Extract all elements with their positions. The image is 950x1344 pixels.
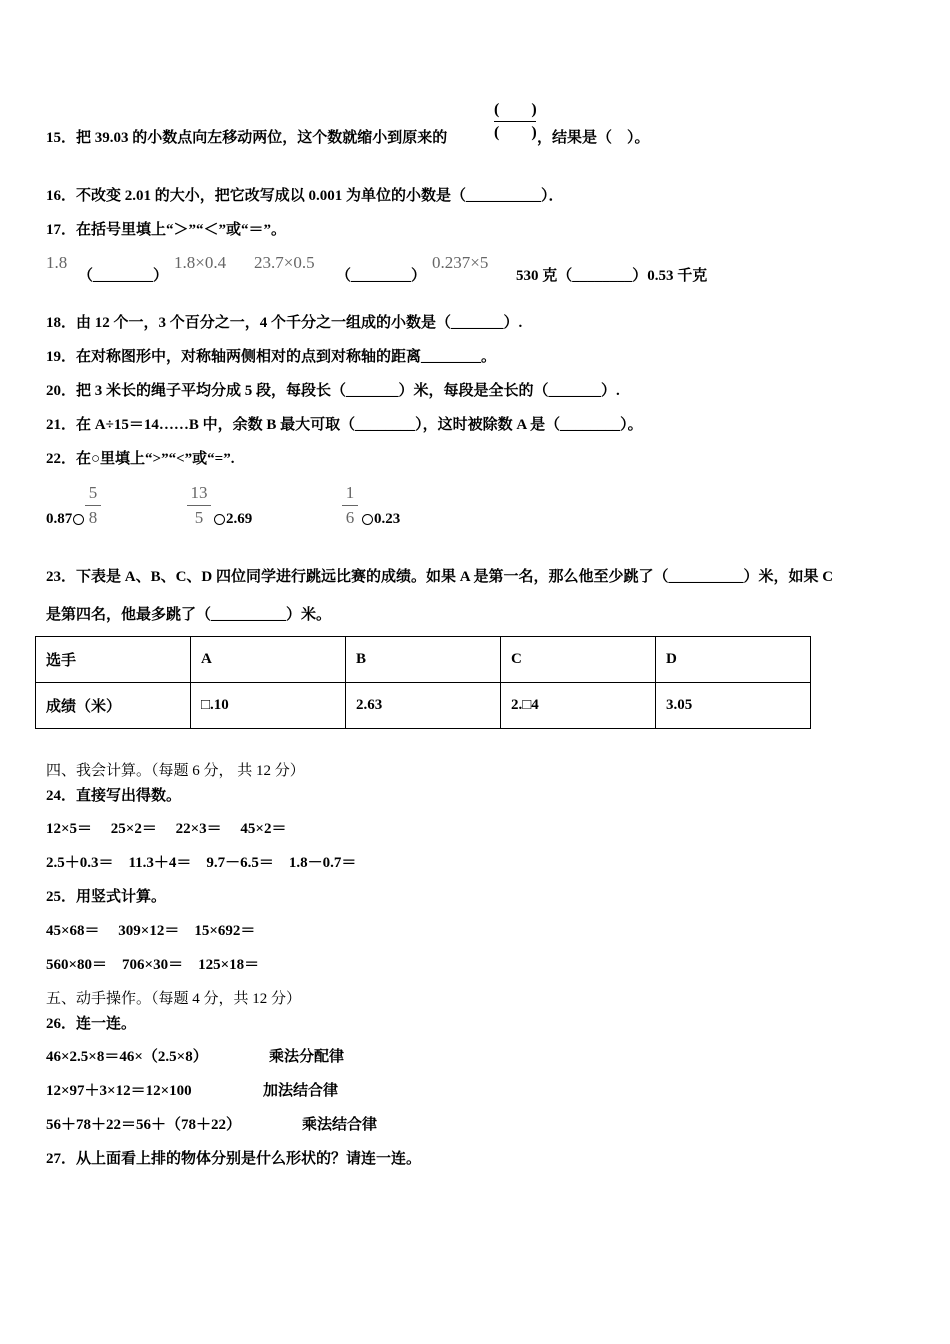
q18: 18．由 12 个一，3 个百分之一，4 个千分之一组成的小数是（_______）. [46,315,523,331]
q22-a [46,510,85,528]
q22-c-num: 1 [345,483,355,502]
q22-a-fraction [85,483,101,528]
q26-title: 26．连一连。 [46,1016,137,1032]
q22-c-den: 6 [345,508,355,527]
q25-row2: 560×80＝ 706×30＝ 125×18＝ [46,957,260,973]
q22-c [361,510,400,528]
q26-law-1[interactable]: 乘法分配律 [269,1049,345,1065]
q22-a-num: 5 [88,483,98,502]
q22-b-fraction [187,483,211,528]
q25-title: 25．用竖式计算。 [46,889,167,905]
q17-c: 530 克（________）0.53 千克 [516,268,708,284]
scores-table [35,636,811,729]
q26-expr-2[interactable]: 12×97＋3×12＝12×100 [46,1083,192,1099]
table-cell: 2.□4 [501,683,656,729]
q22-b-num: 13 [190,483,208,502]
compare-circle[interactable] [214,514,225,525]
q15-frac-num: ( ) [494,101,537,118]
table-header-cell: 选手 [36,637,191,683]
q26-expr-3[interactable]: 56＋78＋22＝56＋（78＋22） [46,1117,242,1133]
q27: 27．从上面看上排的物体分别是什么形状的？请连一连。 [46,1151,422,1167]
q24-row2: 2.5＋0.3＝ 11.3＋4＝ 9.7－6.5＝ 1.8－0.7＝ [46,855,357,871]
q17-b-right: 0.237×5 [432,253,489,272]
q15-fraction [494,101,536,142]
q19: 19．在对称图形中，对称轴两侧相对的点到对称轴的距离________。 [46,349,497,365]
section4-heading: 四、我会计算。（每题 6 分， 共 12 分） [46,763,305,779]
q15-text-after: ，结果是（ ）。 [537,130,650,146]
q17-a-right: 1.8×0.4 [174,253,227,272]
q24-title: 24．直接写出得数。 [46,788,182,804]
table-cell: 2.63 [346,683,501,729]
table-cell: 成绩（米） [36,683,191,729]
q22-a-den: 8 [88,508,98,527]
q25-row1: 45×68＝ 309×12＝ 15×692＝ [46,923,256,939]
q17-b-left: 23.7×0.5 [254,253,315,272]
table-cell: □.10 [191,683,346,729]
compare-circle[interactable] [362,514,373,525]
q20: 20．把 3 米长的绳子平均分成 5 段，每段长（_______）米，每段是全长的（_______）. [46,383,620,399]
q21: 21．在 A÷15＝14……B 中，余数 B 最大可取（________），这时被除数 A 是（________）。 [46,417,643,433]
q22-b-right: 2.69 [226,511,253,527]
q15-text: 15．把 39.03 的小数点向左移动两位，这个数就缩小到原来的 [46,130,448,146]
q23-line1: 23．下表是 A、B、C、D 四位同学进行跳远比赛的成绩。如果 A 是第一名，那么他至少跳了（__________）米，如果 C [46,569,834,585]
q15-frac-den: ( ) [494,124,537,141]
q22-c-fraction [342,483,358,528]
q17-title: 17．在括号里填上“＞”“＜”或“＝”。 [46,222,287,238]
table-header-cell: C [501,637,656,683]
table-row [36,683,811,729]
table-cell: 3.05 [656,683,811,729]
q26-law-3[interactable]: 乘法结合律 [302,1117,378,1133]
table-header-cell: D [656,637,811,683]
q22-b [213,510,252,528]
q17-a-left: 1.8 [46,253,68,272]
q26-expr-1[interactable]: 46×2.5×8＝46×（2.5×8） [46,1049,208,1065]
q17-b-blank[interactable]: （________） [336,268,427,284]
q22-a-left: 0.87 [46,511,73,527]
q23-line2: 是第四名，他最多跳了（__________）米。 [46,607,332,623]
q22-title: 22．在○里填上“>”“<”或“=”. [46,451,235,467]
compare-circle[interactable] [73,514,84,525]
table-row [36,637,811,683]
q24-row1: 12×5＝ 25×2＝ 22×3＝ 45×2＝ [46,821,287,837]
section5-heading: 五、动手操作。（每题 4 分，共 12 分） [46,991,302,1007]
table-header-cell: B [346,637,501,683]
table-header-cell: A [191,637,346,683]
q22-b-den: 5 [194,508,204,527]
q22-c-right: 0.23 [374,511,401,527]
q17-a-blank[interactable]: （________） [78,268,169,284]
q16: 16．不改变 2.01 的大小，把它改写成以 0.001 为单位的小数是（__________）． [46,188,564,204]
q26-law-2[interactable]: 加法结合律 [263,1083,339,1099]
